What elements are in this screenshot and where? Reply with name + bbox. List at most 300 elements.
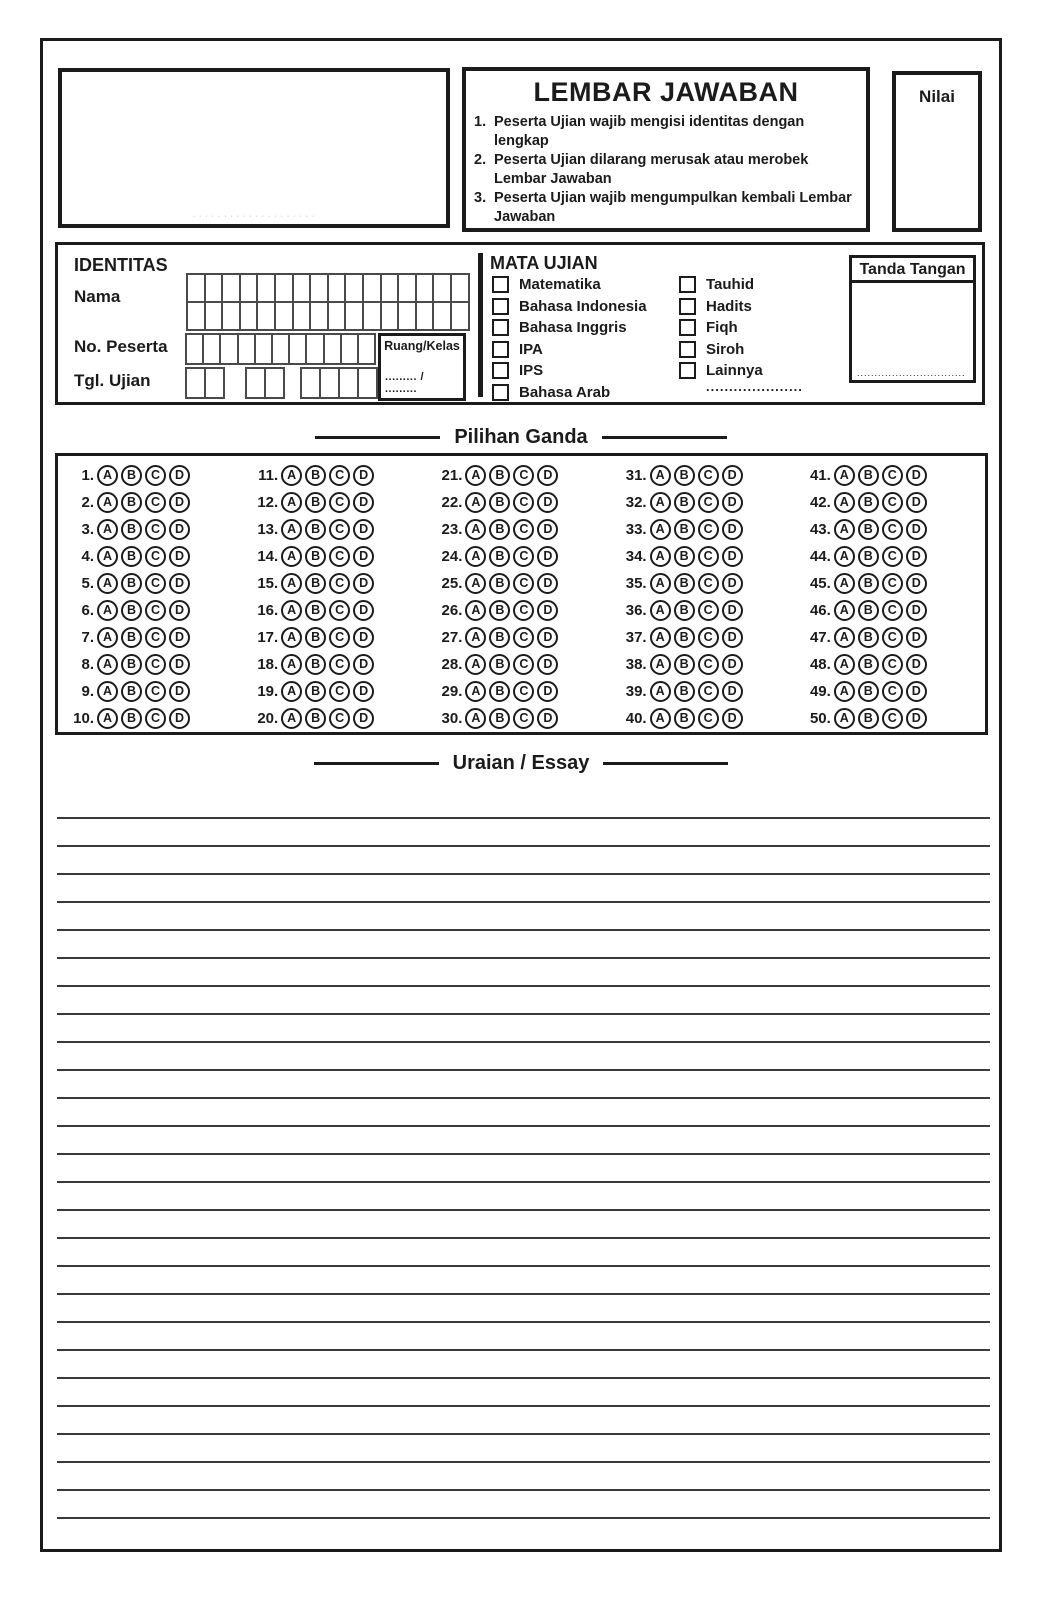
name-cell[interactable] bbox=[223, 303, 239, 329]
answer-bubble-b[interactable]: B bbox=[674, 600, 695, 621]
name-cell[interactable] bbox=[206, 303, 222, 329]
answer-bubble-c[interactable]: C bbox=[329, 546, 350, 567]
answer-bubble-c[interactable]: C bbox=[513, 627, 534, 648]
answer-bubble-b[interactable]: B bbox=[489, 654, 510, 675]
answer-bubble-a[interactable]: A bbox=[465, 465, 486, 486]
subject-label: Hadits bbox=[706, 297, 752, 315]
answer-bubble-d[interactable]: D bbox=[537, 708, 558, 729]
answer-bubble-a[interactable]: A bbox=[465, 681, 486, 702]
answer-bubble-c[interactable]: C bbox=[698, 492, 719, 513]
name-cell[interactable] bbox=[399, 303, 415, 329]
participant-number-cell[interactable] bbox=[290, 335, 305, 363]
answer-bubble-b[interactable]: B bbox=[674, 708, 695, 729]
answer-bubble-d[interactable]: D bbox=[906, 519, 927, 540]
answer-bubble-b[interactable]: B bbox=[305, 708, 326, 729]
answer-bubble-c[interactable]: C bbox=[698, 681, 719, 702]
answer-bubble-b[interactable]: B bbox=[489, 492, 510, 513]
participant-number-label: No. Peserta bbox=[74, 337, 168, 356]
logo-watermark-text: · · · · · · · · · · · · · · · · · · · · bbox=[192, 213, 316, 220]
answer-bubble-a[interactable]: A bbox=[97, 519, 118, 540]
answer-column bbox=[244, 462, 428, 732]
answer-bubble-a[interactable]: A bbox=[97, 546, 118, 567]
answer-bubble-a[interactable]: A bbox=[97, 465, 118, 486]
answer-bubble-d[interactable]: D bbox=[722, 465, 743, 486]
answer-bubble-a[interactable]: A bbox=[650, 708, 671, 729]
answer-bubble-c[interactable]: C bbox=[882, 654, 903, 675]
instruction-item bbox=[474, 151, 858, 189]
answer-bubble-b[interactable]: B bbox=[858, 627, 879, 648]
question-number: 21. bbox=[441, 467, 463, 484]
answer-bubble-b[interactable]: B bbox=[858, 519, 879, 540]
answer-bubble-b[interactable]: B bbox=[305, 519, 326, 540]
answer-bubble-a[interactable]: A bbox=[834, 627, 855, 648]
answer-bubble-c[interactable]: C bbox=[329, 600, 350, 621]
essay-line bbox=[57, 1349, 990, 1351]
answer-bubble-a[interactable]: A bbox=[281, 546, 302, 567]
answer-bubble-b[interactable]: B bbox=[674, 681, 695, 702]
answer-bubble-a[interactable]: A bbox=[834, 654, 855, 675]
name-cell[interactable] bbox=[258, 303, 274, 329]
answer-bubble-a[interactable]: A bbox=[97, 600, 118, 621]
question-number: 31. bbox=[625, 467, 647, 484]
answer-bubble-a[interactable]: A bbox=[465, 627, 486, 648]
answer-bubble-c[interactable]: C bbox=[513, 465, 534, 486]
answer-bubble-a[interactable]: A bbox=[465, 654, 486, 675]
question-row bbox=[60, 624, 244, 651]
signature-box[interactable] bbox=[849, 255, 976, 383]
answer-bubble-a[interactable]: A bbox=[281, 681, 302, 702]
answer-bubble-c[interactable]: C bbox=[329, 654, 350, 675]
participant-number-cell[interactable] bbox=[256, 335, 271, 363]
subject-checkbox[interactable] bbox=[679, 298, 696, 315]
answer-bubble-c[interactable]: C bbox=[145, 519, 166, 540]
subject-checkbox[interactable] bbox=[492, 276, 509, 293]
answer-bubble-a[interactable]: A bbox=[834, 492, 855, 513]
answer-bubble-d[interactable]: D bbox=[169, 708, 190, 729]
answer-bubble-c[interactable]: C bbox=[882, 708, 903, 729]
answer-bubble-d[interactable]: D bbox=[353, 573, 374, 594]
answer-bubble-a[interactable]: A bbox=[97, 627, 118, 648]
answer-bubble-b[interactable]: B bbox=[858, 600, 879, 621]
answer-bubble-d[interactable]: D bbox=[537, 492, 558, 513]
answer-bubble-a[interactable]: A bbox=[465, 708, 486, 729]
answer-bubble-c[interactable]: C bbox=[882, 573, 903, 594]
answer-bubble-d[interactable]: D bbox=[169, 600, 190, 621]
answer-bubble-d[interactable]: D bbox=[722, 708, 743, 729]
answer-bubble-a[interactable]: A bbox=[834, 573, 855, 594]
answer-bubble-a[interactable]: A bbox=[97, 654, 118, 675]
answer-bubble-c[interactable]: C bbox=[145, 546, 166, 567]
answer-bubble-b[interactable]: B bbox=[858, 681, 879, 702]
answer-bubble-b[interactable]: B bbox=[489, 546, 510, 567]
answer-bubble-c[interactable]: C bbox=[698, 519, 719, 540]
answer-bubble-c[interactable]: C bbox=[145, 465, 166, 486]
answer-bubble-d[interactable]: D bbox=[906, 465, 927, 486]
answer-bubble-d[interactable]: D bbox=[537, 600, 558, 621]
subject-checkbox[interactable] bbox=[679, 319, 696, 336]
name-cell[interactable] bbox=[382, 303, 398, 329]
answer-bubble-a[interactable]: A bbox=[834, 600, 855, 621]
answer-bubble-d[interactable]: D bbox=[169, 546, 190, 567]
exam-date-cell[interactable] bbox=[302, 369, 319, 397]
answer-bubble-b[interactable]: B bbox=[121, 681, 142, 702]
answer-bubble-d[interactable]: D bbox=[906, 708, 927, 729]
essay-line bbox=[57, 1405, 990, 1407]
name-cell[interactable] bbox=[417, 275, 433, 301]
answer-bubble-a[interactable]: A bbox=[650, 654, 671, 675]
answer-bubble-c[interactable]: C bbox=[513, 573, 534, 594]
answer-bubble-d[interactable]: D bbox=[353, 681, 374, 702]
answer-bubble-b[interactable]: B bbox=[674, 627, 695, 648]
answer-bubble-b[interactable]: B bbox=[858, 492, 879, 513]
name-cell[interactable] bbox=[452, 275, 468, 301]
question-row bbox=[60, 489, 244, 516]
question-number: 17. bbox=[257, 629, 279, 646]
name-cell[interactable] bbox=[346, 303, 362, 329]
answer-bubble-d[interactable]: D bbox=[169, 573, 190, 594]
answer-bubble-a[interactable]: A bbox=[465, 600, 486, 621]
answer-bubble-c[interactable]: C bbox=[513, 519, 534, 540]
answer-bubble-b[interactable]: B bbox=[489, 519, 510, 540]
answer-bubble-d[interactable]: D bbox=[906, 654, 927, 675]
subject-checkbox[interactable] bbox=[492, 384, 509, 401]
answer-bubble-d[interactable]: D bbox=[537, 546, 558, 567]
subject-row bbox=[679, 319, 763, 337]
question-row bbox=[60, 570, 244, 597]
question-row bbox=[797, 597, 981, 624]
participant-number-cell[interactable] bbox=[325, 335, 340, 363]
answer-bubble-b[interactable]: B bbox=[489, 600, 510, 621]
answer-bubble-b[interactable]: B bbox=[489, 681, 510, 702]
name-cell[interactable] bbox=[364, 303, 380, 329]
name-cell[interactable] bbox=[311, 275, 327, 301]
answer-bubble-c[interactable]: C bbox=[698, 546, 719, 567]
answer-bubble-d[interactable]: D bbox=[353, 465, 374, 486]
answer-bubble-c[interactable]: C bbox=[882, 627, 903, 648]
question-number: 49. bbox=[809, 683, 831, 700]
answer-bubble-d[interactable]: D bbox=[353, 492, 374, 513]
answer-bubble-d[interactable]: D bbox=[722, 627, 743, 648]
name-cell[interactable] bbox=[276, 275, 292, 301]
name-cell[interactable] bbox=[382, 275, 398, 301]
exam-date-cell[interactable] bbox=[247, 369, 264, 397]
answer-bubble-c[interactable]: C bbox=[698, 465, 719, 486]
name-cell[interactable] bbox=[329, 303, 345, 329]
answer-bubble-b[interactable]: B bbox=[858, 546, 879, 567]
subject-label: Bahasa Indonesia bbox=[519, 297, 647, 315]
answer-bubble-c[interactable]: C bbox=[698, 654, 719, 675]
answer-bubble-c[interactable]: C bbox=[513, 492, 534, 513]
subject-label: Matematika bbox=[519, 276, 601, 294]
answer-bubble-d[interactable]: D bbox=[722, 546, 743, 567]
answer-bubble-d[interactable]: D bbox=[722, 492, 743, 513]
answer-bubble-d[interactable]: D bbox=[722, 654, 743, 675]
answer-bubble-a[interactable]: A bbox=[281, 627, 302, 648]
subject-checkbox[interactable] bbox=[492, 362, 509, 379]
answer-bubble-b[interactable]: B bbox=[305, 492, 326, 513]
participant-number-cell[interactable] bbox=[239, 335, 254, 363]
question-row bbox=[797, 489, 981, 516]
answer-bubble-c[interactable]: C bbox=[698, 627, 719, 648]
exam-date-cell[interactable] bbox=[187, 369, 204, 397]
name-cell[interactable] bbox=[346, 275, 362, 301]
answer-bubble-b[interactable]: B bbox=[305, 465, 326, 486]
exam-date-cell[interactable] bbox=[359, 369, 376, 397]
answer-bubble-d[interactable]: D bbox=[722, 519, 743, 540]
answer-bubble-b[interactable]: B bbox=[121, 627, 142, 648]
answer-bubble-c[interactable]: C bbox=[145, 654, 166, 675]
answer-bubble-a[interactable]: A bbox=[97, 708, 118, 729]
subject-checkbox[interactable] bbox=[679, 362, 696, 379]
answer-bubble-d[interactable]: D bbox=[722, 600, 743, 621]
instructions-list bbox=[474, 113, 858, 227]
subject-checkbox[interactable] bbox=[492, 298, 509, 315]
name-cell[interactable] bbox=[311, 303, 327, 329]
answer-bubble-a[interactable]: A bbox=[281, 465, 302, 486]
answer-bubble-a[interactable]: A bbox=[465, 573, 486, 594]
participant-number-cell[interactable] bbox=[273, 335, 288, 363]
answer-bubble-c[interactable]: C bbox=[329, 465, 350, 486]
answer-bubble-c[interactable]: C bbox=[882, 681, 903, 702]
exam-date-cell[interactable] bbox=[206, 369, 223, 397]
room-class-field[interactable]: ......... / ......... bbox=[385, 371, 425, 395]
score-box[interactable] bbox=[892, 71, 982, 232]
answer-bubble-c[interactable]: C bbox=[329, 708, 350, 729]
answer-bubble-a[interactable]: A bbox=[650, 519, 671, 540]
exam-date-cell[interactable] bbox=[340, 369, 357, 397]
answer-bubble-a[interactable]: A bbox=[281, 573, 302, 594]
answer-bubble-b[interactable]: B bbox=[674, 492, 695, 513]
answer-bubble-a[interactable]: A bbox=[650, 573, 671, 594]
answer-bubble-a[interactable]: A bbox=[834, 546, 855, 567]
answer-bubble-a[interactable]: A bbox=[834, 708, 855, 729]
answer-bubble-c[interactable]: C bbox=[882, 465, 903, 486]
answer-bubble-d[interactable]: D bbox=[906, 600, 927, 621]
answer-bubble-d[interactable]: D bbox=[353, 600, 374, 621]
answer-bubble-d[interactable]: D bbox=[353, 654, 374, 675]
answer-bubble-d[interactable]: D bbox=[722, 573, 743, 594]
answer-bubble-a[interactable]: A bbox=[281, 654, 302, 675]
answer-bubble-b[interactable]: B bbox=[305, 627, 326, 648]
subject-row bbox=[492, 362, 647, 380]
answer-bubble-b[interactable]: B bbox=[121, 600, 142, 621]
answer-bubble-d[interactable]: D bbox=[353, 708, 374, 729]
answer-bubble-b[interactable]: B bbox=[305, 573, 326, 594]
answer-bubble-b[interactable]: B bbox=[674, 546, 695, 567]
answer-bubble-b[interactable]: B bbox=[674, 654, 695, 675]
answer-bubble-d[interactable]: D bbox=[906, 573, 927, 594]
answer-bubble-a[interactable]: A bbox=[97, 492, 118, 513]
answer-bubble-c[interactable]: C bbox=[145, 681, 166, 702]
answer-bubble-c[interactable]: C bbox=[882, 519, 903, 540]
answer-bubble-d[interactable]: D bbox=[169, 465, 190, 486]
answer-bubble-c[interactable]: C bbox=[145, 600, 166, 621]
answer-bubble-c[interactable]: C bbox=[329, 492, 350, 513]
answer-bubble-b[interactable]: B bbox=[489, 573, 510, 594]
answer-bubble-a[interactable]: A bbox=[465, 546, 486, 567]
answer-bubble-c[interactable]: C bbox=[329, 519, 350, 540]
other-subject-field[interactable]: ..................... bbox=[706, 379, 803, 394]
name-cell[interactable] bbox=[364, 275, 380, 301]
subject-checkbox[interactable] bbox=[492, 319, 509, 336]
answer-bubble-b[interactable]: B bbox=[305, 681, 326, 702]
answer-bubble-b[interactable]: B bbox=[858, 708, 879, 729]
name-cell[interactable] bbox=[206, 275, 222, 301]
answer-bubble-c[interactable]: C bbox=[145, 573, 166, 594]
answer-bubble-d[interactable]: D bbox=[169, 519, 190, 540]
answer-bubble-a[interactable]: A bbox=[465, 492, 486, 513]
answer-bubble-d[interactable]: D bbox=[353, 627, 374, 648]
name-cell[interactable] bbox=[452, 303, 468, 329]
answer-bubble-a[interactable]: A bbox=[650, 465, 671, 486]
answer-bubble-b[interactable]: B bbox=[858, 654, 879, 675]
subject-checkbox[interactable] bbox=[679, 276, 696, 293]
answer-bubble-b[interactable]: B bbox=[121, 519, 142, 540]
answer-bubble-d[interactable]: D bbox=[906, 681, 927, 702]
answer-bubble-d[interactable]: D bbox=[537, 627, 558, 648]
essay-line bbox=[57, 985, 990, 987]
essay-line bbox=[57, 1293, 990, 1295]
answer-bubble-d[interactable]: D bbox=[353, 546, 374, 567]
answer-bubble-d[interactable]: D bbox=[169, 654, 190, 675]
participant-number-grid bbox=[185, 333, 376, 365]
answer-bubble-c[interactable]: C bbox=[513, 654, 534, 675]
answer-bubble-b[interactable]: B bbox=[674, 573, 695, 594]
answer-bubble-d[interactable]: D bbox=[537, 654, 558, 675]
answer-bubble-a[interactable]: A bbox=[281, 519, 302, 540]
answer-bubble-a[interactable]: A bbox=[834, 519, 855, 540]
participant-number-cell[interactable] bbox=[221, 335, 236, 363]
answer-bubble-c[interactable]: C bbox=[513, 708, 534, 729]
heading-rule-right bbox=[603, 762, 728, 765]
participant-number-cell[interactable] bbox=[187, 335, 202, 363]
answer-bubble-c[interactable]: C bbox=[882, 600, 903, 621]
answer-bubble-d[interactable]: D bbox=[906, 546, 927, 567]
name-cell[interactable] bbox=[188, 275, 204, 301]
name-cell[interactable] bbox=[258, 275, 274, 301]
subjects-column-right bbox=[679, 276, 763, 380]
answer-bubble-a[interactable]: A bbox=[650, 546, 671, 567]
answer-column bbox=[797, 462, 981, 732]
answer-bubble-d[interactable]: D bbox=[169, 681, 190, 702]
name-cell[interactable] bbox=[417, 303, 433, 329]
answer-bubble-d[interactable]: D bbox=[537, 465, 558, 486]
answer-bubble-c[interactable]: C bbox=[513, 600, 534, 621]
answer-bubble-d[interactable]: D bbox=[906, 492, 927, 513]
answer-bubble-b[interactable]: B bbox=[305, 654, 326, 675]
answer-bubble-d[interactable]: D bbox=[353, 519, 374, 540]
answer-bubble-d[interactable]: D bbox=[537, 519, 558, 540]
answer-bubble-b[interactable]: B bbox=[305, 600, 326, 621]
answer-bubble-c[interactable]: C bbox=[145, 708, 166, 729]
answer-bubble-a[interactable]: A bbox=[465, 519, 486, 540]
answer-bubble-b[interactable]: B bbox=[674, 519, 695, 540]
name-cell[interactable] bbox=[399, 275, 415, 301]
answer-bubble-b[interactable]: B bbox=[121, 546, 142, 567]
answer-bubble-d[interactable]: D bbox=[537, 681, 558, 702]
name-cell[interactable] bbox=[294, 275, 310, 301]
answer-bubble-b[interactable]: B bbox=[489, 465, 510, 486]
answer-bubble-c[interactable]: C bbox=[513, 681, 534, 702]
answer-bubble-d[interactable]: D bbox=[722, 681, 743, 702]
exam-date-cell[interactable] bbox=[321, 369, 338, 397]
answer-bubble-c[interactable]: C bbox=[698, 708, 719, 729]
name-cell[interactable] bbox=[223, 275, 239, 301]
name-cell[interactable] bbox=[434, 275, 450, 301]
answer-bubble-d[interactable]: D bbox=[537, 573, 558, 594]
answer-bubble-c[interactable]: C bbox=[882, 546, 903, 567]
name-cell[interactable] bbox=[241, 275, 257, 301]
answer-bubble-a[interactable]: A bbox=[281, 600, 302, 621]
participant-number-cell[interactable] bbox=[307, 335, 322, 363]
answer-bubble-b[interactable]: B bbox=[489, 627, 510, 648]
name-cell[interactable] bbox=[294, 303, 310, 329]
participant-number-cell[interactable] bbox=[342, 335, 357, 363]
name-cell[interactable] bbox=[276, 303, 292, 329]
subject-row bbox=[492, 384, 647, 402]
answer-bubble-c[interactable]: C bbox=[698, 600, 719, 621]
answer-bubble-c[interactable]: C bbox=[145, 492, 166, 513]
answer-bubble-c[interactable]: C bbox=[329, 627, 350, 648]
answer-bubble-a[interactable]: A bbox=[97, 573, 118, 594]
answer-bubble-b[interactable]: B bbox=[121, 492, 142, 513]
answer-bubble-b[interactable]: B bbox=[858, 465, 879, 486]
question-number: 44. bbox=[809, 548, 831, 565]
answer-bubble-b[interactable]: B bbox=[121, 573, 142, 594]
answer-bubble-a[interactable]: A bbox=[97, 681, 118, 702]
answer-bubble-a[interactable]: A bbox=[834, 681, 855, 702]
answer-bubble-b[interactable]: B bbox=[121, 708, 142, 729]
answer-bubble-b[interactable]: B bbox=[858, 573, 879, 594]
subject-label: Fiqh bbox=[706, 319, 738, 337]
answer-bubble-c[interactable]: C bbox=[329, 573, 350, 594]
name-cell[interactable] bbox=[329, 275, 345, 301]
answer-bubble-a[interactable]: A bbox=[834, 465, 855, 486]
name-cell[interactable] bbox=[188, 303, 204, 329]
answer-bubble-d[interactable]: D bbox=[906, 627, 927, 648]
answer-bubble-c[interactable]: C bbox=[882, 492, 903, 513]
answer-bubble-a[interactable]: A bbox=[281, 492, 302, 513]
question-number: 28. bbox=[441, 656, 463, 673]
question-row bbox=[797, 624, 981, 651]
answer-bubble-b[interactable]: B bbox=[121, 654, 142, 675]
exam-date-cell[interactable] bbox=[266, 369, 283, 397]
answer-bubble-d[interactable]: D bbox=[169, 492, 190, 513]
answer-bubble-b[interactable]: B bbox=[674, 465, 695, 486]
answer-bubble-a[interactable]: A bbox=[650, 492, 671, 513]
subject-checkbox[interactable] bbox=[492, 341, 509, 358]
answer-bubble-a[interactable]: A bbox=[650, 681, 671, 702]
answer-bubble-a[interactable]: A bbox=[650, 600, 671, 621]
answer-bubble-b[interactable]: B bbox=[121, 465, 142, 486]
answer-bubble-a[interactable]: A bbox=[650, 627, 671, 648]
essay-line bbox=[57, 1125, 990, 1127]
participant-number-cell[interactable] bbox=[204, 335, 219, 363]
name-cell[interactable] bbox=[241, 303, 257, 329]
answer-bubble-c[interactable]: C bbox=[513, 546, 534, 567]
essay-writing-area[interactable] bbox=[57, 790, 990, 1530]
answer-bubble-a[interactable]: A bbox=[281, 708, 302, 729]
subject-checkbox[interactable] bbox=[679, 341, 696, 358]
answer-bubble-c[interactable]: C bbox=[698, 573, 719, 594]
name-cell[interactable] bbox=[434, 303, 450, 329]
answer-bubble-b[interactable]: B bbox=[489, 708, 510, 729]
answer-bubble-d[interactable]: D bbox=[169, 627, 190, 648]
answer-bubble-b[interactable]: B bbox=[305, 546, 326, 567]
participant-number-cell[interactable] bbox=[359, 335, 374, 363]
answer-bubble-c[interactable]: C bbox=[145, 627, 166, 648]
answer-bubble-c[interactable]: C bbox=[329, 681, 350, 702]
